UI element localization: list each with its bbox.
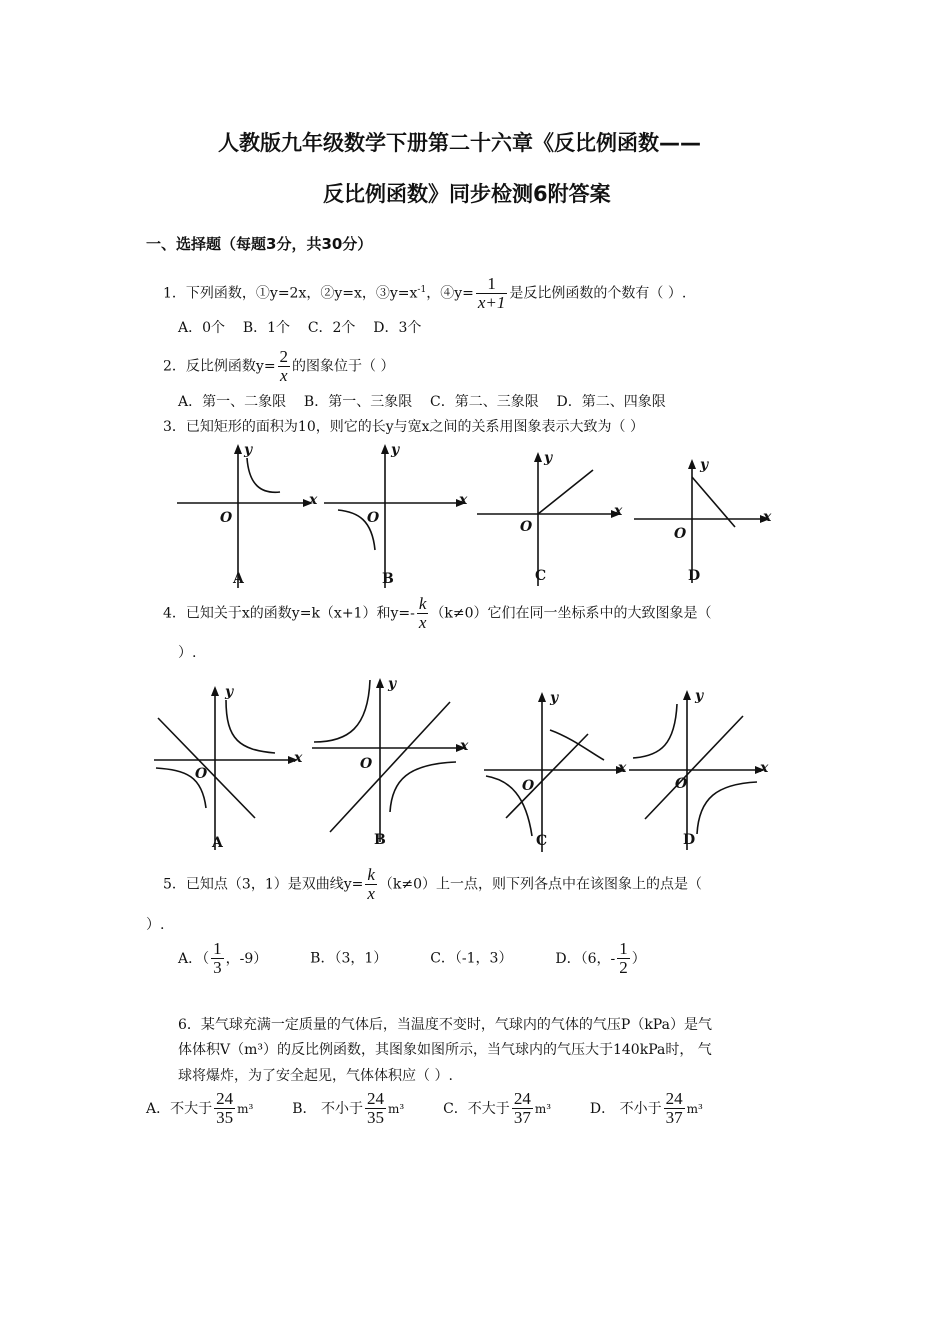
option-d-unit: m³ [686, 1101, 703, 1116]
question-4-continuation: ）. [178, 645, 197, 661]
graph-label: D [688, 568, 701, 584]
fraction-numerator: k [367, 865, 375, 884]
question-2-text-post: 的图象位于（ ） [292, 358, 395, 375]
question-1 [163, 275, 686, 312]
axis-y-label: y [225, 684, 234, 700]
fraction-denominator: 3 [213, 958, 222, 977]
option-b-fraction [365, 1090, 386, 1127]
axis-x-label: x [760, 760, 769, 776]
q3-graph-b [322, 440, 472, 590]
fraction-denominator: 35 [366, 1108, 384, 1127]
question-5-options [178, 940, 646, 977]
question-5-text-pre: 5．已知点（3，1）是双曲线y= [163, 876, 364, 893]
page-title-line1: 人教版九年级数学下册第二十六章《反比例函数—— [218, 131, 701, 155]
option-a-post: ，-9） [225, 950, 268, 967]
fraction-numerator: 1 [487, 274, 496, 293]
option-a-pre: A．（ [178, 950, 210, 967]
question-4-fraction [417, 595, 429, 632]
option-a [178, 939, 268, 977]
graph-label: B [382, 571, 394, 587]
question-1-text-mid: ，④y= [426, 285, 474, 302]
fraction-denominator: x [418, 613, 427, 632]
option-c-unit: m³ [534, 1101, 552, 1116]
fraction-numerator: 2 [279, 347, 289, 366]
question-2-options: A．第一、二象限 B．第一、三象限 C．第二、三象限 D．第二、四象限 [178, 394, 666, 410]
fraction-numerator: 24 [366, 1089, 384, 1108]
axis-y-label: y [550, 690, 559, 706]
fraction-numerator: 24 [513, 1089, 531, 1108]
graph-label: C [536, 833, 548, 849]
axis-y-label: y [388, 676, 397, 692]
option-d-pre: D．（6，- [555, 950, 616, 967]
fraction-denominator: x+1 [477, 293, 506, 312]
origin-label: O [195, 766, 208, 782]
question-1-options: A．0个 B．1个 C．2个 D．3个 [178, 320, 422, 336]
axis-y-label: y [244, 442, 253, 458]
origin-label: O [520, 519, 533, 535]
option-a-fraction [214, 1090, 235, 1127]
question-2 [163, 348, 395, 385]
axis-x-label: x [460, 738, 469, 754]
question-2-fraction [278, 348, 291, 385]
fraction-numerator: 24 [665, 1089, 683, 1108]
question-6-options [146, 1090, 703, 1127]
origin-label: O [360, 756, 373, 772]
question-4-text-pre: 4．已知关于x的函数y=k（x+1）和y=- [163, 605, 415, 622]
option-c: C．（-1，3） [430, 950, 513, 967]
question-6-line1: 6．某气球充满一定质量的气体后，当温度不变时，气球内的气体的气压P（kPa）是气 [178, 1017, 712, 1033]
option-b: B．（3，1） [310, 950, 388, 967]
option-d-pre: D． 不小于 [589, 1100, 662, 1117]
q3-graph-a [175, 440, 320, 590]
option-a-pre: A．不大于 [146, 1100, 213, 1117]
option-b-pre: B． 不小于 [292, 1100, 363, 1117]
q4-graph-d [625, 684, 775, 854]
origin-label: O [220, 510, 233, 526]
option-c [443, 1089, 552, 1127]
origin-label: O [675, 776, 688, 792]
option-d-fraction [664, 1090, 685, 1127]
graph-label: C [535, 568, 547, 584]
graph-label: D [683, 832, 696, 848]
option-a-unit: m³ [237, 1101, 254, 1116]
question-3: 3．已知矩形的面积为10，则它的长y与宽x之间的关系用图象表示大致为（ ） [163, 419, 644, 435]
page-title-line2: 反比例函数》同步检测6附答案 [323, 182, 611, 206]
fraction-numerator: 1 [619, 939, 628, 958]
axis-y-label: y [544, 450, 553, 466]
option-d [555, 939, 646, 977]
origin-label: O [522, 778, 535, 794]
question-5 [163, 866, 702, 903]
fraction-numerator: 24 [216, 1089, 234, 1108]
question-5-continuation: ）. [146, 917, 165, 933]
axis-x-label: x [618, 760, 627, 776]
question-1-text-post: 是反比例函数的个数有（ ）. [509, 285, 687, 302]
axis-x-label: x [309, 492, 318, 508]
fraction-denominator: 37 [513, 1108, 531, 1127]
q4-graph-b [308, 672, 473, 852]
fraction-denominator: 35 [216, 1108, 234, 1127]
question-4 [163, 595, 712, 632]
option-d-fraction [617, 940, 630, 977]
option-b-unit: m³ [387, 1101, 405, 1116]
q4-graph-c [480, 686, 635, 856]
axis-y-label: y [695, 688, 704, 704]
origin-label: O [674, 526, 687, 542]
fraction-denominator: 2 [619, 958, 628, 977]
option-d-post: ） [631, 950, 646, 967]
question-2-text-pre: 2．反比例函数y= [163, 358, 276, 375]
section-heading-multiple-choice: 一、选择题（每题3分，共30分） [146, 235, 373, 253]
fraction-denominator: 37 [665, 1108, 683, 1127]
fraction-numerator: 1 [213, 939, 222, 958]
q3-graph-d [632, 455, 777, 585]
axis-y-label: y [700, 457, 709, 473]
question-6-line2: 体体积V（m³）的反比例函数，其图象如图所示，当气球内的气压大于140kPa时， 气 [178, 1042, 712, 1058]
fraction-numerator: k [418, 594, 427, 613]
axis-x-label: x [614, 503, 623, 519]
option-c-fraction [512, 1090, 533, 1127]
question-4-text-post: （k≠0）它们在同一坐标系中的大致图象是（ [430, 605, 712, 622]
fraction-denominator: x [278, 366, 291, 385]
q4-graph-a [150, 680, 310, 855]
origin-label: O [367, 510, 380, 526]
option-b [292, 1089, 405, 1127]
graph-label: B [374, 832, 386, 848]
question-6-line3: 球将爆炸，为了安全起见，气体体积应（ ）. [178, 1068, 453, 1084]
option-d [589, 1089, 703, 1127]
axis-x-label: x [763, 509, 772, 525]
option-c-pre: C．不大于 [443, 1100, 510, 1117]
axis-y-label: y [391, 442, 400, 458]
axis-x-label: x [294, 750, 303, 766]
option-a [146, 1089, 254, 1127]
graph-label: A [233, 571, 244, 587]
question-1-superscript: -1 [417, 284, 427, 295]
question-1-fraction [476, 275, 508, 312]
option-a-fraction [211, 940, 224, 977]
q3-graph-c [475, 448, 625, 588]
question-5-fraction [365, 866, 377, 903]
question-1-text-pre: 1．下列函数，①y=2x，②y=x，③y=x [163, 285, 418, 302]
axis-x-label: x [459, 492, 468, 508]
graph-label: A [212, 835, 223, 851]
question-5-text-post: （k≠0）上一点，则下列各点中在该图象上的点是（ [378, 876, 703, 893]
fraction-denominator: x [367, 884, 375, 903]
